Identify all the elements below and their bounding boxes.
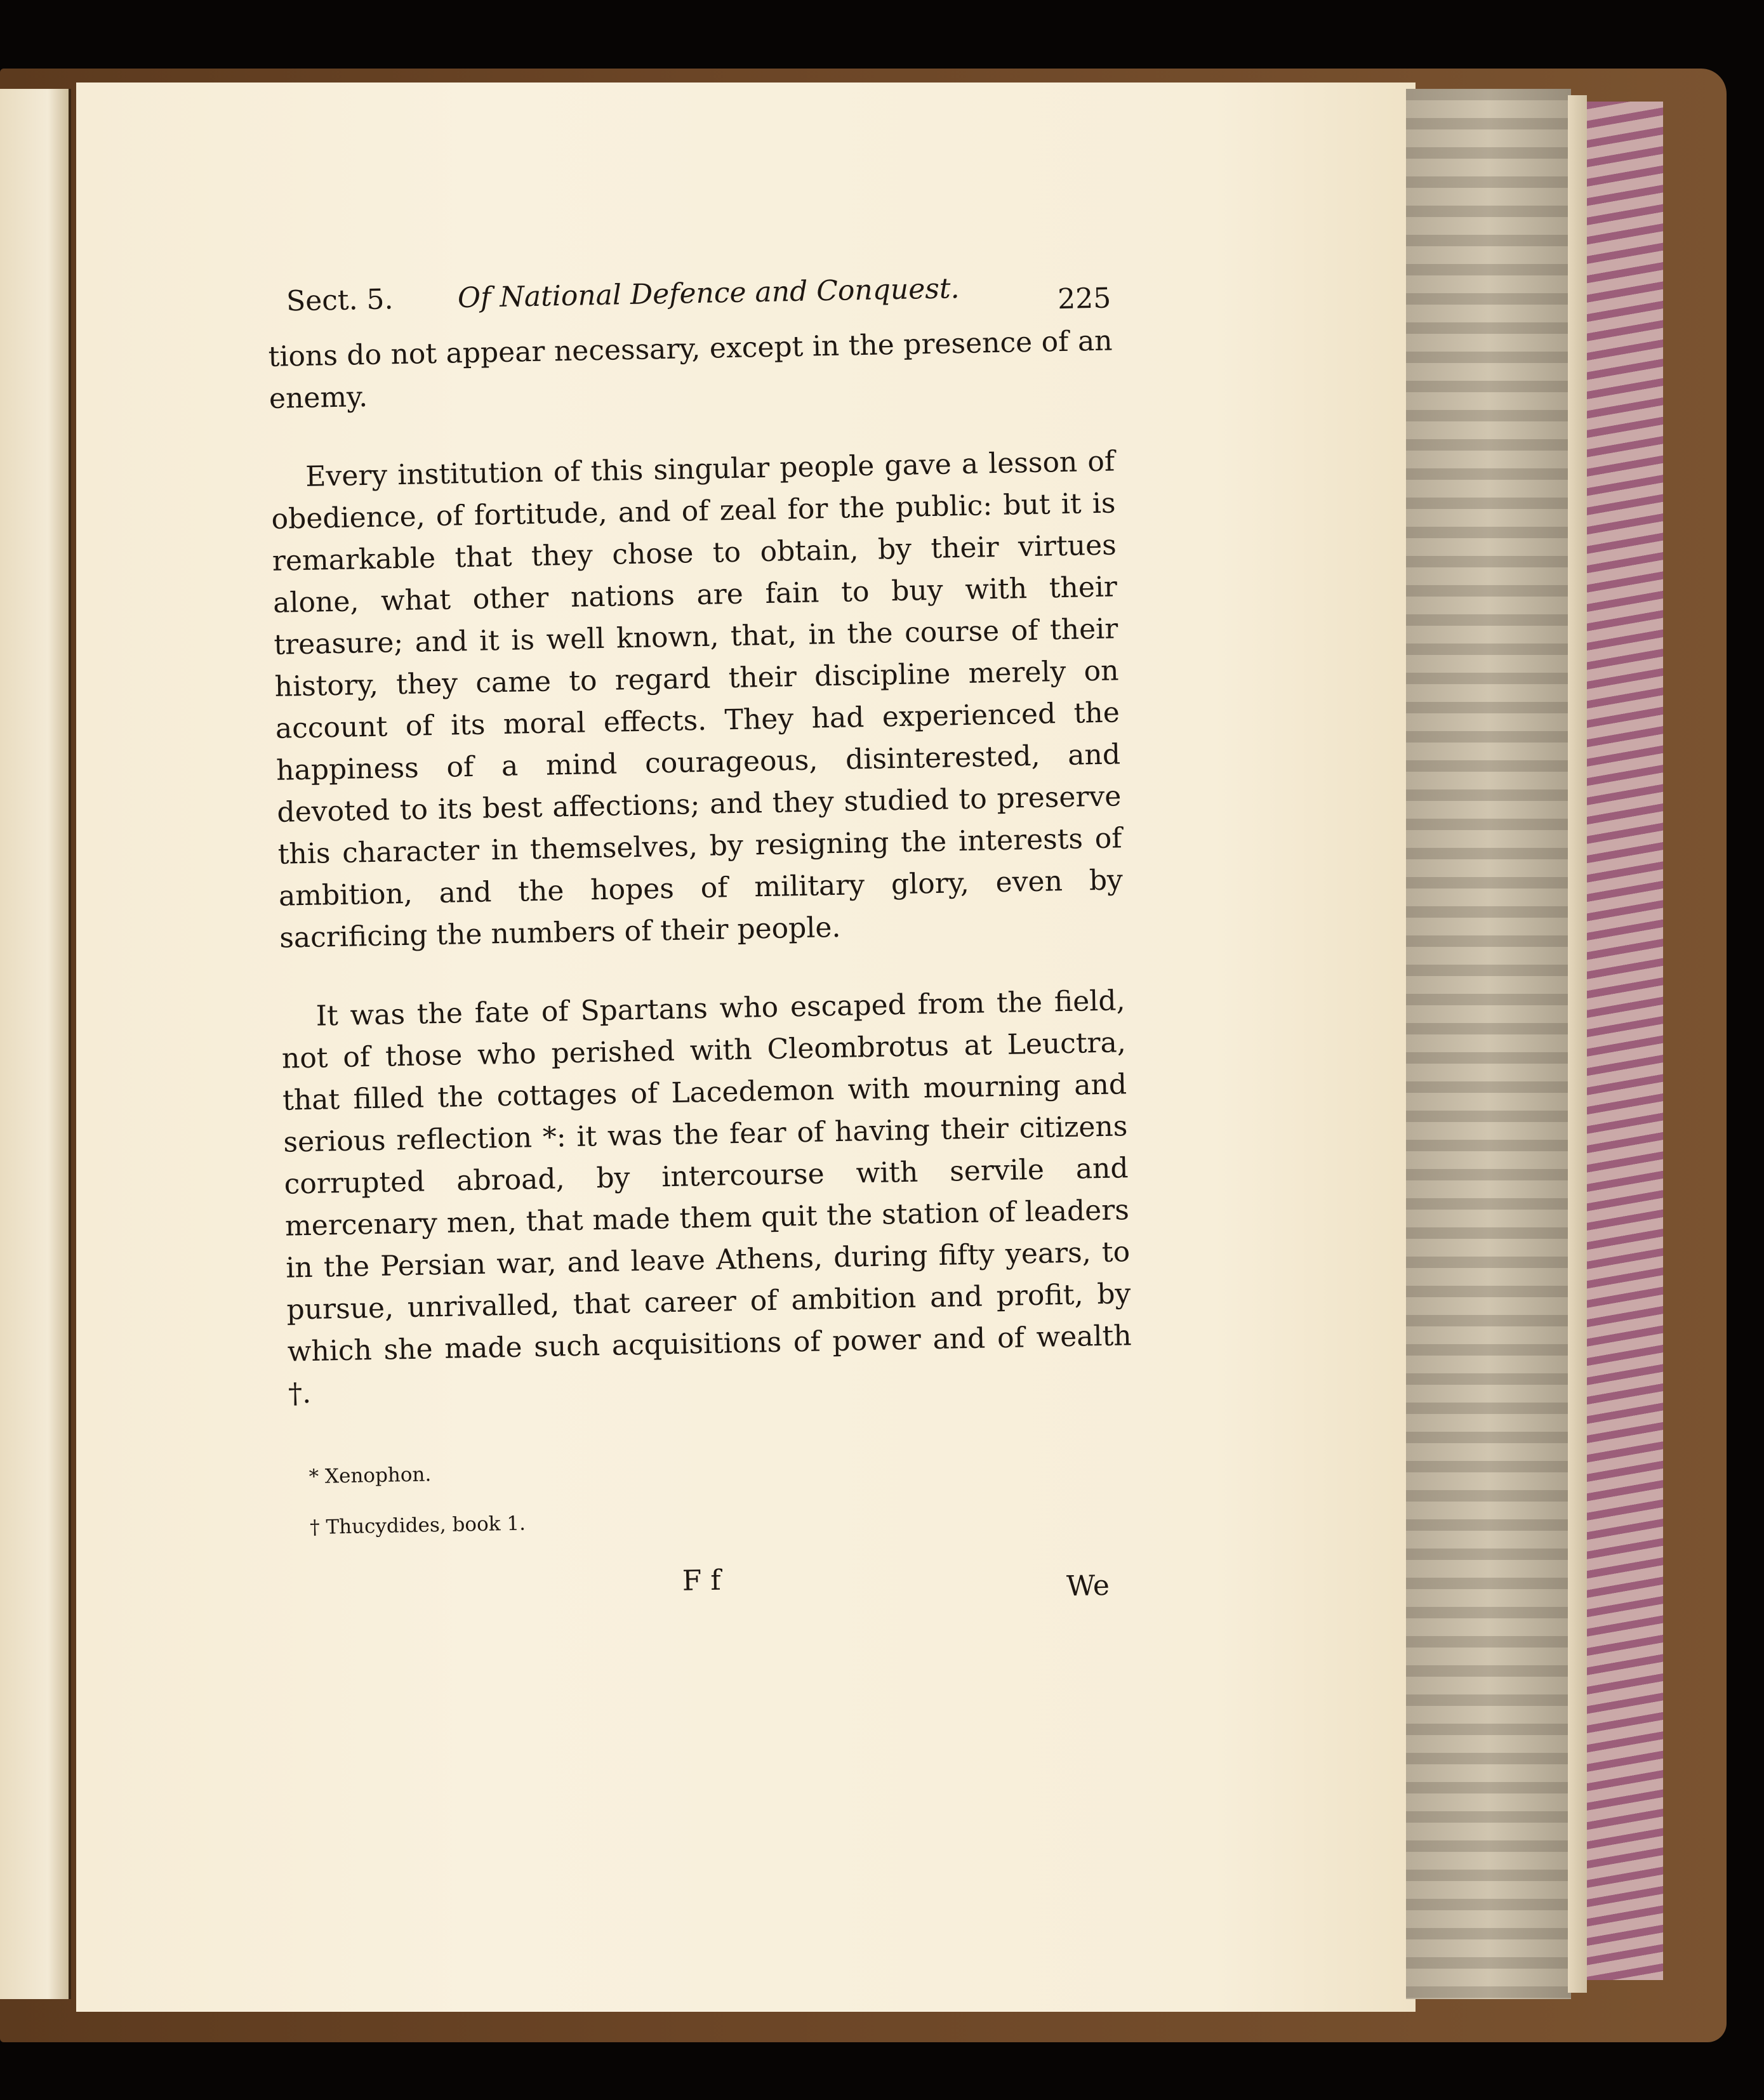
facing-page-edge [0,89,71,1999]
section-label: Sect. 5. [286,283,394,318]
footnote-xenophon: * Xenophon. [308,1463,432,1489]
paragraph-spartans: It was the fate of Spartans who escaped from the field, not of those who perished with Cleombrotus at Leuctra, that filled the cottages of Lacedemon with mourning and serious reflection *: it was the fear of having their citizens corrupted abroad, by intercourse with servile and mercenary men, that made them quit the station of leaders in the Persian war, and leave Athens, during fifty years, to pursue, unrivalled, that career of ambition and profit, by which she made such acquisitions of power and of wealth †. [281,984,1132,1410]
page-edges [1406,89,1571,1999]
running-title: Of National Defence and Conquest. [457,272,960,315]
footnotes [289,1436,1136,1554]
paragraph-institution: Every institution of this singular people gave a lesson of obedience, of fortitude, and of zeal for the public: but it is remarkable that they chose to obtain, by their virtues alone, what other nations are fain to buy with their treasure; and it is well known, that, in the course of their history, they came to regard their discipline merely on account of its moral effects. They had experienced the happiness of a mind courageous, disinterested, and devoted to its best affections; and they studied to preserve this character in themselves, by resigning the interests of ambition, and the hopes of military glory, even by sacrificing the numbers of their people. [271,445,1124,954]
body-text [268,320,1132,1415]
paragraph-continuation: tions do not appear necessary, except in the presence of an enemy. [268,324,1113,415]
marbled-endpaper [1587,102,1663,1980]
catchword: We [1066,1569,1110,1603]
signature-mark: F f [682,1564,722,1597]
page-stack [1568,95,1587,1993]
text-block [267,250,1137,1616]
footnote-thucydides: † Thucydides, book 1. [309,1512,526,1540]
page-number: 225 [1057,282,1111,316]
